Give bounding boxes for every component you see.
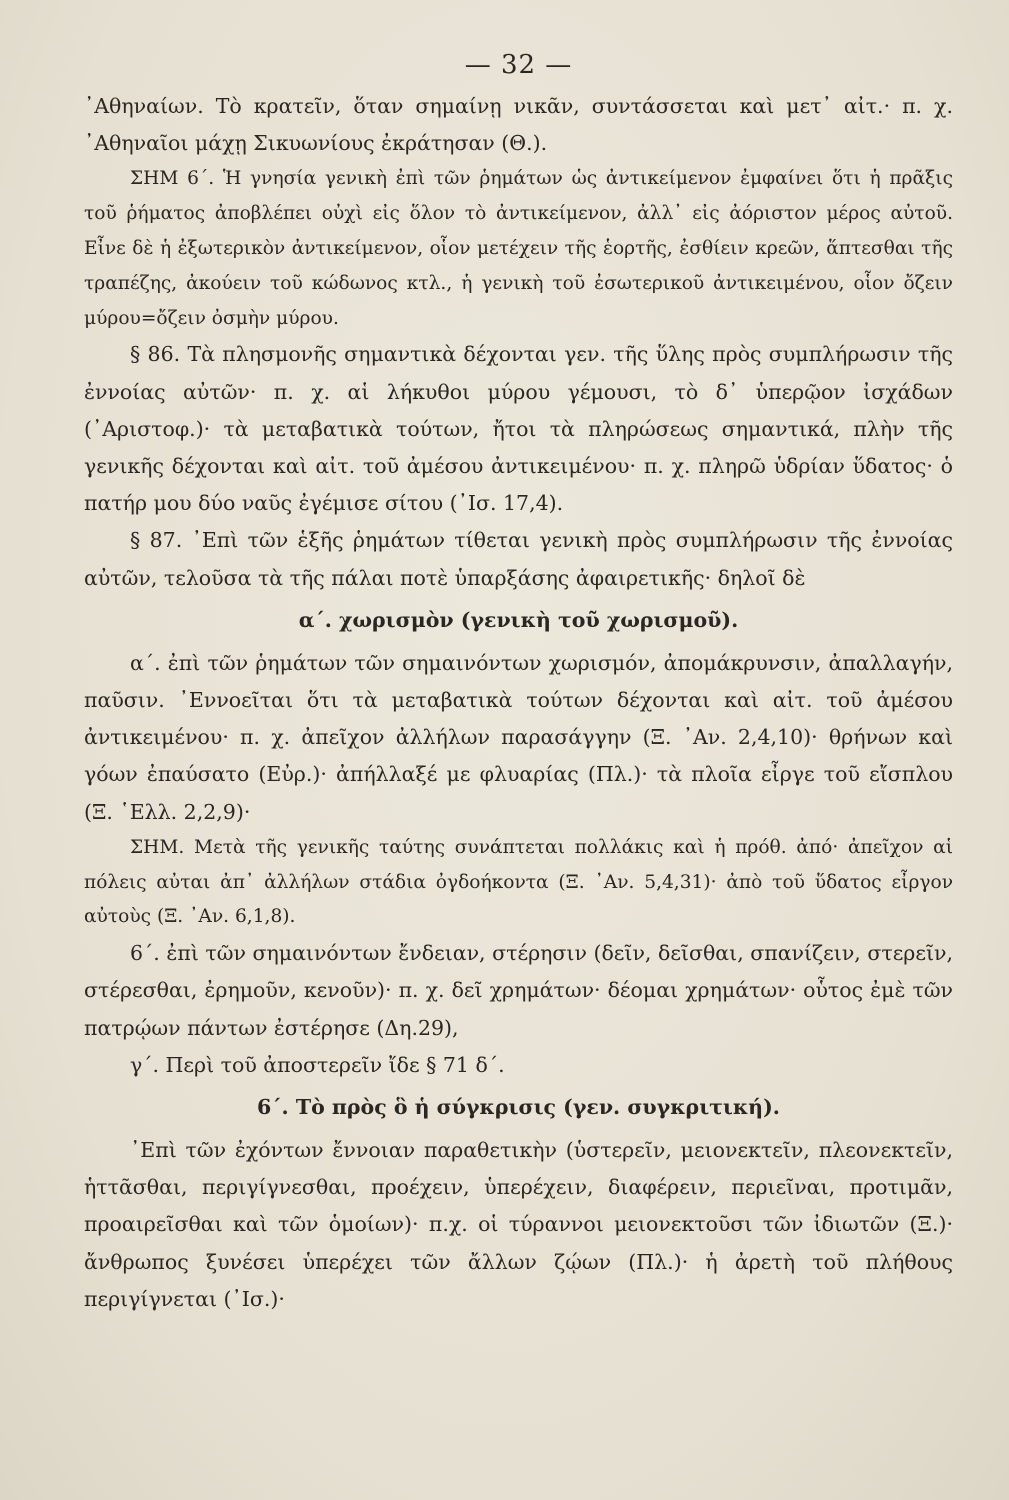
- item-gamma-paragraph: γ΄. Περὶ τοῦ ἀποστερεῖν ἴδε § 71 δ΄.: [130, 1052, 505, 1077]
- paragraph-continuation: ᾿Αθηναίων. Τὸ κρατεῖν, ὅταν σημαίνῃ νικᾶν, συντάσσεται καὶ μετ᾿ αἰτ.· π. χ. ᾿Αθηναῖοι μάχῃ Σικυωνίους ἐκράτησαν (Θ.).: [84, 94, 953, 156]
- section-87-paragraph: § 87. ᾿Επὶ τῶν ἑξῆς ῥημάτων τίθεται γενικὴ πρὸς συμπλήρωσιν τῆς ἐννοίας αὐτῶν, τελοῦσα τὰ τῆς πάλαι ποτὲ ὑπαρξάσης ἀφαιρετικῆς· δηλοῖ δὲ: [84, 528, 953, 590]
- note-paragraph-2: ΣΗΜ. Μετὰ τῆς γενικῆς ταύτης συνάπτεται πολλάκις καὶ ἡ πρόθ. ἀπό· ἀπεῖχον αἱ πόλεις αὐται ἀπ᾿ ἀλλήλων στάδια ὀγδοήκοντα (Ξ. ᾿Αν. 5,4,31)· ἀπὸ τοῦ ὕδατος εἶργον αὐτοὺς (Ξ. ᾿Αν. 6,1,8).: [84, 836, 953, 928]
- section-86-paragraph: § 86. Τὰ πλησμονῆς σημαντικὰ δέχονται γεν. τῆς ὕλης πρὸς συμπλήρωσιν τῆς ἐννοίας αὐτῶν· π. χ. αἱ λήκυθοι μύρου γέμουσι, τὸ δ᾿ ὑπερῷον ἰσχάδων (᾿Αριστοφ.)· τὰ μεταβατικὰ τούτων, ἤτοι τὰ πληρώσεως σημαντικά, πλὴν τῆς γενικῆς δέχονται καὶ αἰτ. τοῦ ἀμέσου ἀντικειμένου· π. χ. πληρῶ ὑδρίαν ὕδατος· ὁ πατήρ μου δύο ναῦς ἐγέμισε σίτου (᾿Ισ. 17,4).: [84, 342, 953, 516]
- item-beta-paragraph: 6΄. ἐπὶ τῶν σημαινόντων ἔνδειαν, στέρησιν (δεῖν, δεῖσθαι, σπανίζειν, στερεῖν, στέρεσθαι, ἐρημοῦν, κενοῦν)· π. χ. δεῖ χρημάτων· δέομαι χρημάτων· οὗτος ἐμὲ τῶν πατρῴων πάντων ἐστέρησε (Δη.29),: [84, 941, 953, 1040]
- note-paragraph: ΣΗΜ 6΄. Ἡ γνησία γενικὴ ἐπὶ τῶν ῥημάτων ὡς ἀντικείμενον ἐμφαίνει ὅτι ἡ πρᾶξις τοῦ ῥήματος ἀποβλέπει οὐχὶ εἰς ὅλον τὸ ἀντικείμενον, ἀλλ᾿ εἰς ἀόριστον μέρος αὐτοῦ. Εἶνε δὲ ἡ ἐξωτερικὸν ἀντικείμενον, οἷον μετέχειν τῆς ἑορτῆς, ἐσθίειν κρεῶν, ἅπτεσθαι τῆς τραπέζης, ἀκούειν τοῦ κώδωνος κτλ., ἡ γενικὴ τοῦ ἐσωτερικοῦ ἀντικειμένου, οἷον ὄζειν μύρου=ὄζειν ὀσμὴν μύρου.: [84, 168, 953, 329]
- item-alpha-paragraph: α΄. ἐπὶ τῶν ῥημάτων τῶν σημαινόντων χωρισμόν, ἀπομάκρυνσιν, ἀπαλλαγήν, παῦσιν. ᾿Εννοεῖται ὅτι τὰ μεταβατικὰ τούτων δέχονται καὶ αἰτ. τοῦ ἀμέσου ἀντικειμένου· π. χ. ἀπεῖχον ἀλλήλων παρασάγγην (Ξ. ᾿Αν. 2,4,10)· θρήνων καὶ γόων ἐπαύσατο (Εὐρ.)· ἀπήλλαξέ με φλυαρίας (Πλ.)· τὰ πλοῖα εἶργε τοῦ εἴσπλου (Ξ. ῾Ελλ. 2,2,9)·: [84, 650, 953, 824]
- page-number: — 32 —: [464, 50, 573, 80]
- subheading-comparison: 6΄. Τὸ πρὸς ὃ ἡ σύγκρισις (γεν. συγκριτική).: [257, 1095, 780, 1120]
- subheading-separation: α΄. χωρισμὸν (γενικὴ τοῦ χωρισμοῦ).: [298, 607, 739, 632]
- comparison-paragraph: ᾿Επὶ τῶν ἐχόντων ἔννοιαν παραθετικὴν (ὑστερεῖν, μειονεκτεῖν, πλεονεκτεῖν, ἡττᾶσθαι, περιγίγνεσθαι, προέχειν, ὑπερέχειν, διαφέρειν, περιεῖναι, προτιμᾶν, προαιρεῖσθαι καὶ τῶν ὁμοίων)· π.χ. οἱ τύραννοι μειονεκτοῦσι τῶν ἰδιωτῶν (Ξ.)· ἄνθρωπος ξυνέσει ὑπερέχει τῶν ἄλλων ζῴων (Πλ.)· ἡ ἀρετὴ τοῦ πλήθους περιγίγνεται (᾿Ισ.)·: [84, 1138, 953, 1311]
